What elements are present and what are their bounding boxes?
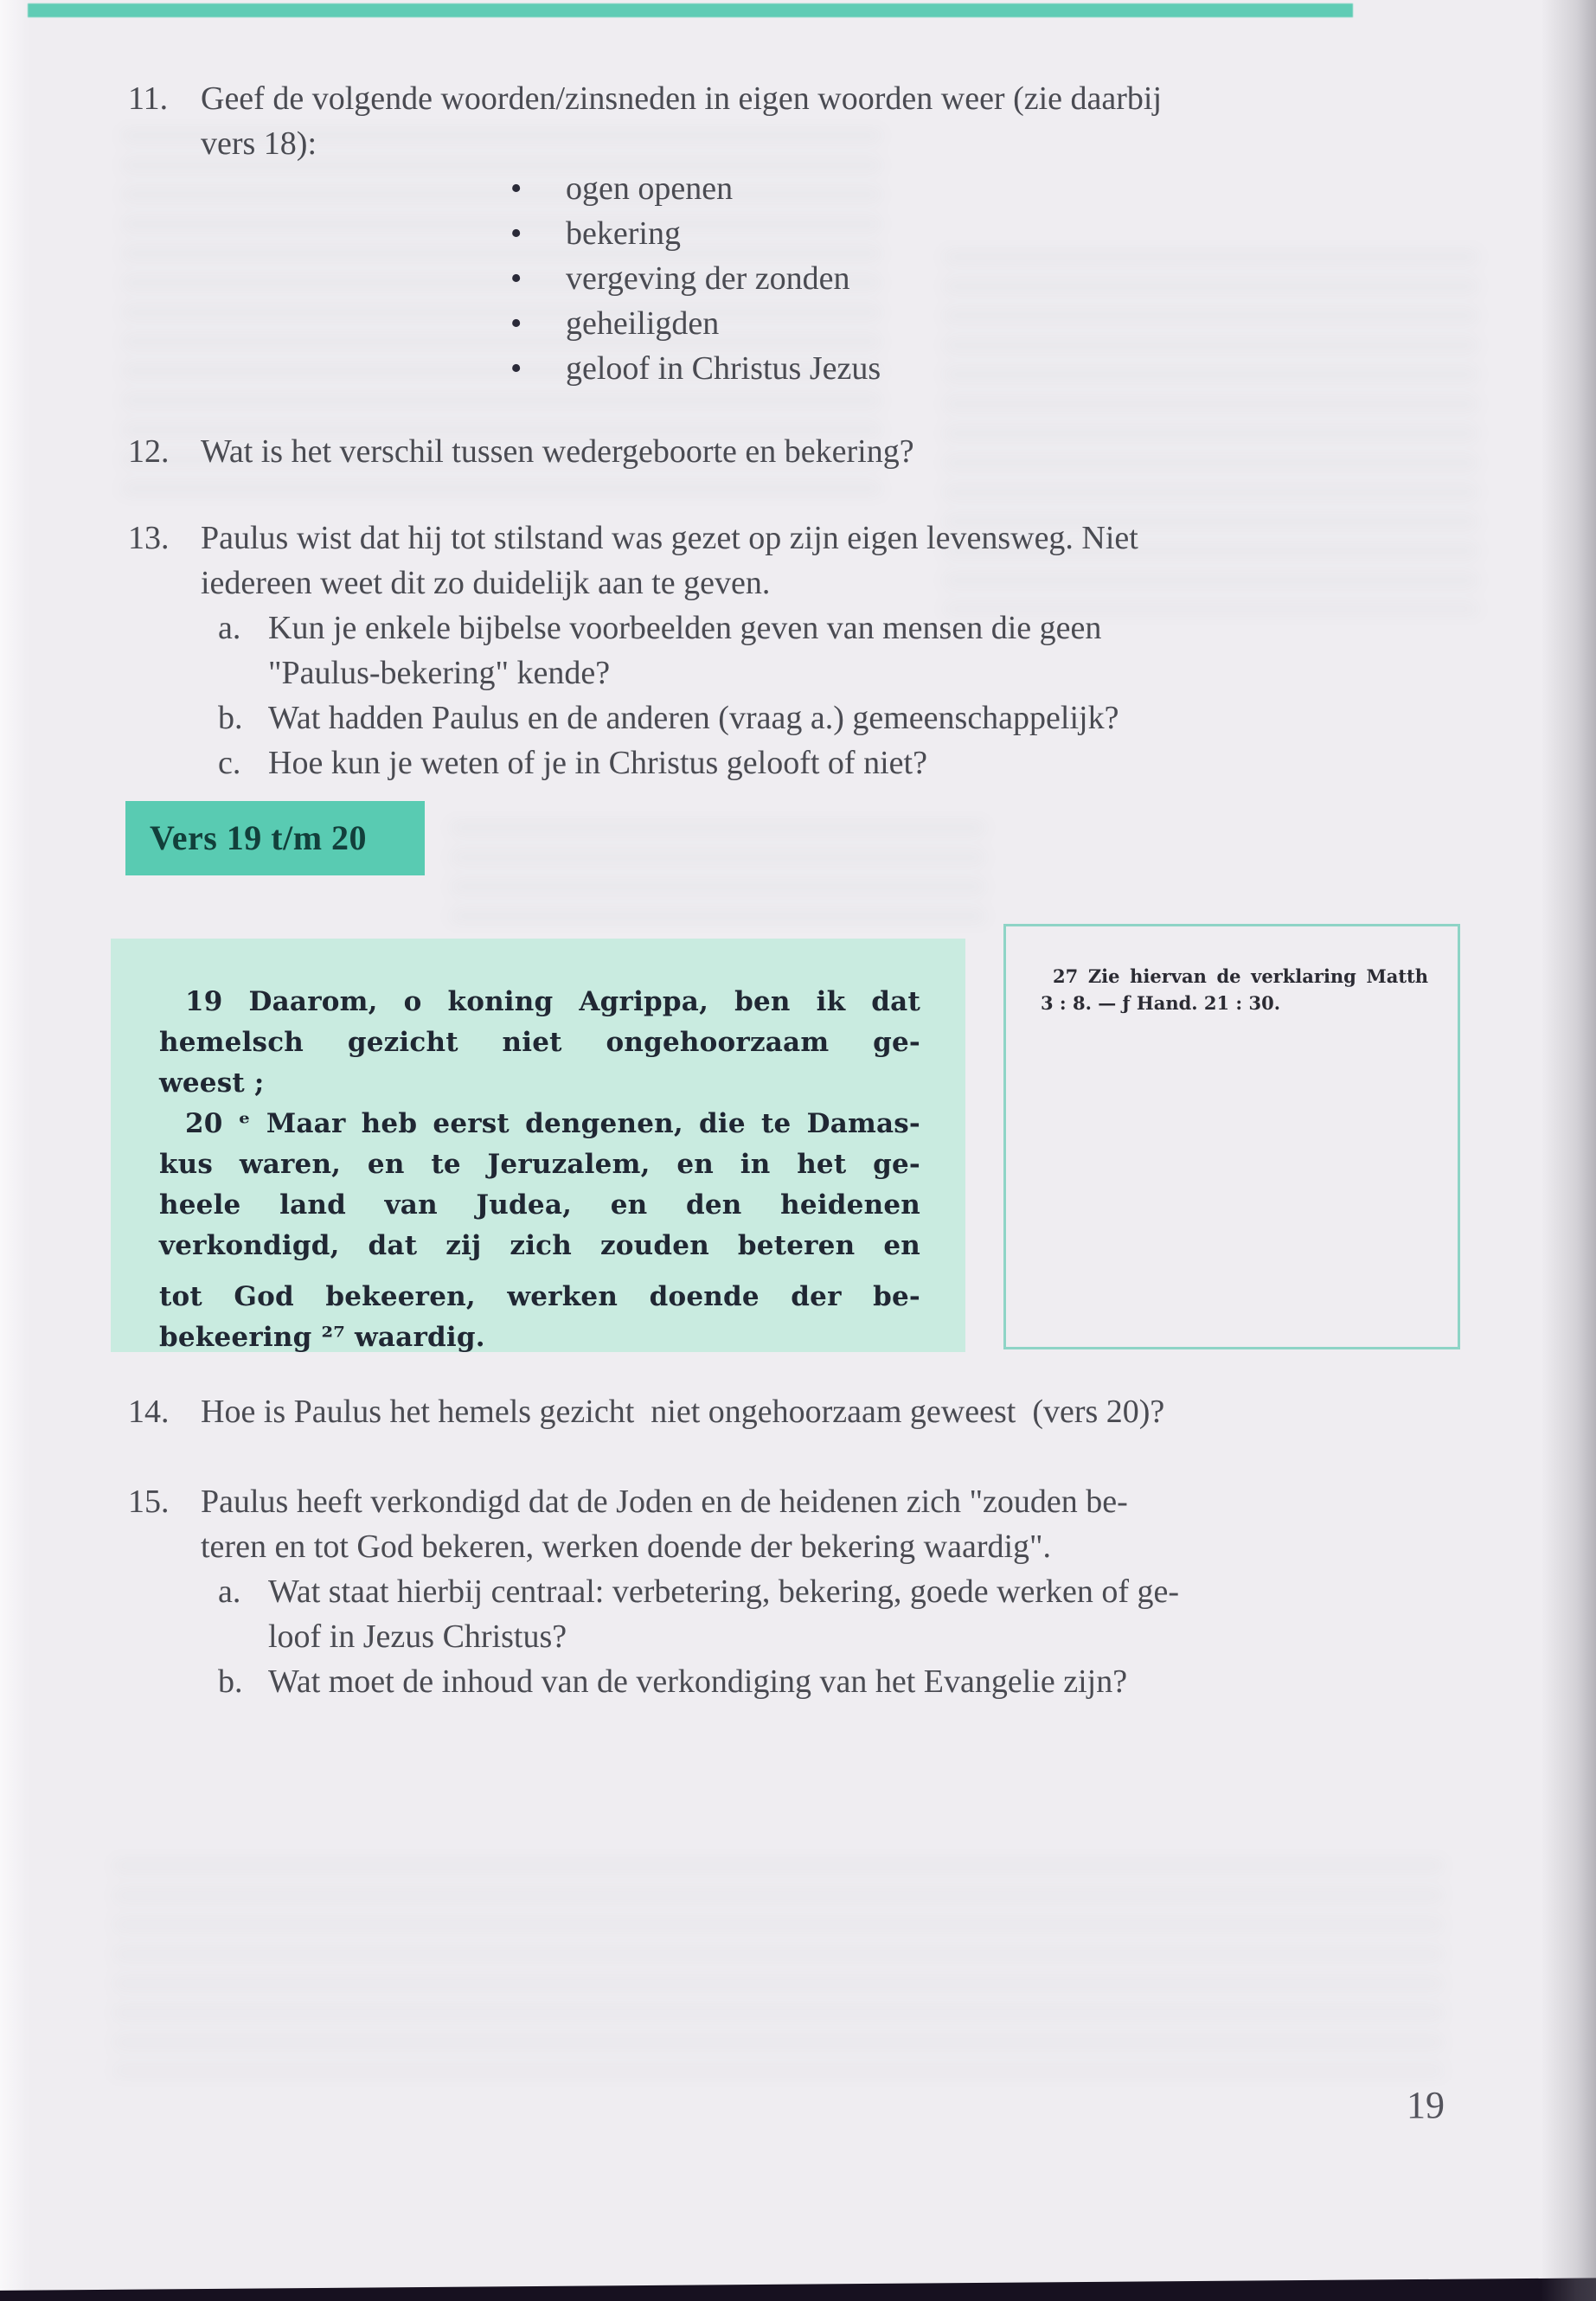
question-text	[201, 1479, 1179, 1704]
question-11	[128, 76, 1162, 391]
bottom-scan-band	[0, 2278, 1596, 2301]
question-text	[201, 429, 914, 474]
question-number: 11.	[128, 80, 169, 117]
footnote-text	[1041, 963, 1428, 1016]
question-number: 15.	[128, 1484, 170, 1520]
question-text	[201, 516, 1138, 785]
bullet-icon: •	[510, 305, 522, 342]
sub-question-label: a.	[218, 1574, 241, 1610]
sub-question	[201, 740, 1138, 785]
bullet-label: geheiligden	[566, 305, 720, 342]
bleed-through-artifact	[450, 822, 986, 926]
bullet-item	[510, 301, 1162, 346]
sub-question-text	[268, 695, 1118, 740]
top-accent-bar	[28, 3, 1353, 17]
scripture-line: kus waren, en te Jeruzalem, en in het ge-	[159, 1149, 920, 1180]
bullet-item	[510, 346, 1162, 391]
footnote-line: 3 : 8. — ƒ Hand. 21 : 30.	[1041, 992, 1281, 1014]
text-line: Wat hadden Paulus en de anderen (vraag a.) gemeenschappelijk?	[268, 700, 1119, 736]
question-text	[201, 1389, 1164, 1434]
scripture-line: bekeering ²⁷ waardig.	[159, 1322, 485, 1353]
bullet-item	[510, 166, 1162, 211]
bleed-through-artifact	[112, 1860, 1445, 2076]
text-line: teren en tot God bekeren, werken doende der bekering waardig".	[201, 1529, 1052, 1565]
question-13	[128, 516, 1138, 785]
text-line: iedereen weet dit zo duidelijk aan te geven.	[201, 565, 771, 601]
sub-question-text	[268, 606, 1101, 695]
page-number: 19	[1407, 2084, 1445, 2126]
scripture-line: 19 Daarom, o koning Agrippa, ben ik dat	[185, 986, 920, 1017]
section-heading: Vers 19 t/m 20	[125, 801, 425, 875]
bullet-label: geloof in Christus Jezus	[566, 350, 881, 387]
scripture-line: verkondigd, dat zij zich zouden beteren en	[159, 1230, 920, 1261]
text-line: Hoe is Paulus het hemels gezicht niet ongehoorzaam geweest (vers 20)?	[201, 1394, 1165, 1430]
sub-question-text	[268, 1569, 1179, 1659]
text-line: Wat moet de inhoud van de verkondiging van het Evangelie zijn?	[268, 1663, 1128, 1700]
question-number: 13.	[128, 520, 170, 556]
question-15	[128, 1479, 1179, 1704]
bullet-list	[510, 166, 1162, 391]
question-14	[128, 1389, 1164, 1434]
text-line: Wat is het verschil tussen wedergeboorte en bekering?	[201, 433, 914, 470]
bullet-label: bekering	[566, 215, 681, 252]
scripture-line: heele land van Judea, en den heidenen	[159, 1189, 920, 1221]
page-right-edge	[1541, 0, 1596, 2301]
scripture-line: weest ;	[159, 1067, 265, 1099]
text-line: loof in Jezus Christus?	[268, 1618, 567, 1655]
question-number: 14.	[128, 1394, 170, 1430]
text-line: Paulus heeft verkondigd dat de Joden en de heidenen zich "zouden be-	[201, 1484, 1128, 1520]
scripture-line: 20 ᵉ Maar heb eerst dengenen, die te Damas-	[185, 1108, 920, 1139]
question-text	[201, 76, 1162, 391]
text-line: Kun je enkele bijbelse voorbeelden geven van mensen die geen	[268, 610, 1102, 646]
scripture-quote-block	[111, 939, 965, 1352]
question-number: 12.	[128, 433, 170, 470]
bullet-icon: •	[510, 170, 522, 207]
bullet-item	[510, 256, 1162, 301]
footnote-box	[1003, 924, 1460, 1349]
text-line: vers 18):	[201, 125, 317, 162]
text-line: "Paulus-bekering" kende?	[268, 655, 611, 691]
sub-question-text	[268, 740, 927, 785]
scripture-line: tot God bekeeren, werken doende der be-	[159, 1281, 920, 1312]
sub-question-label: c.	[218, 745, 241, 781]
text-line: Hoe kun je weten of je in Christus gelooft of niet?	[268, 745, 927, 781]
footnote-line: 27 Zie hiervan de verklaring Matth	[1053, 965, 1428, 987]
sub-question-text	[268, 1659, 1127, 1704]
page-left-edge	[0, 0, 29, 2301]
bullet-label: ogen openen	[566, 170, 734, 207]
sub-question	[201, 695, 1138, 740]
bullet-icon: •	[510, 350, 522, 387]
bullet-icon: •	[510, 260, 522, 297]
sub-question-label: b.	[218, 700, 243, 736]
scripture-line: hemelsch gezicht niet ongehoorzaam ge-	[159, 1027, 920, 1058]
text-line: Paulus wist dat hij tot stilstand was gezet op zijn eigen levensweg. Niet	[201, 520, 1138, 556]
bullet-item	[510, 211, 1162, 256]
question-12	[128, 429, 914, 474]
sub-question	[201, 606, 1138, 695]
bullet-icon: •	[510, 215, 522, 252]
sub-question-label: b.	[218, 1663, 243, 1700]
sub-question	[201, 1659, 1179, 1704]
sub-question-label: a.	[218, 610, 241, 646]
text-line: Geef de volgende woorden/zinsneden in eigen woorden weer (zie daarbij	[201, 80, 1163, 117]
text-line: Wat staat hierbij centraal: verbetering, bekering, goede werken of ge-	[268, 1574, 1180, 1610]
bullet-label: vergeving der zonden	[566, 260, 850, 297]
sub-question	[201, 1569, 1179, 1659]
